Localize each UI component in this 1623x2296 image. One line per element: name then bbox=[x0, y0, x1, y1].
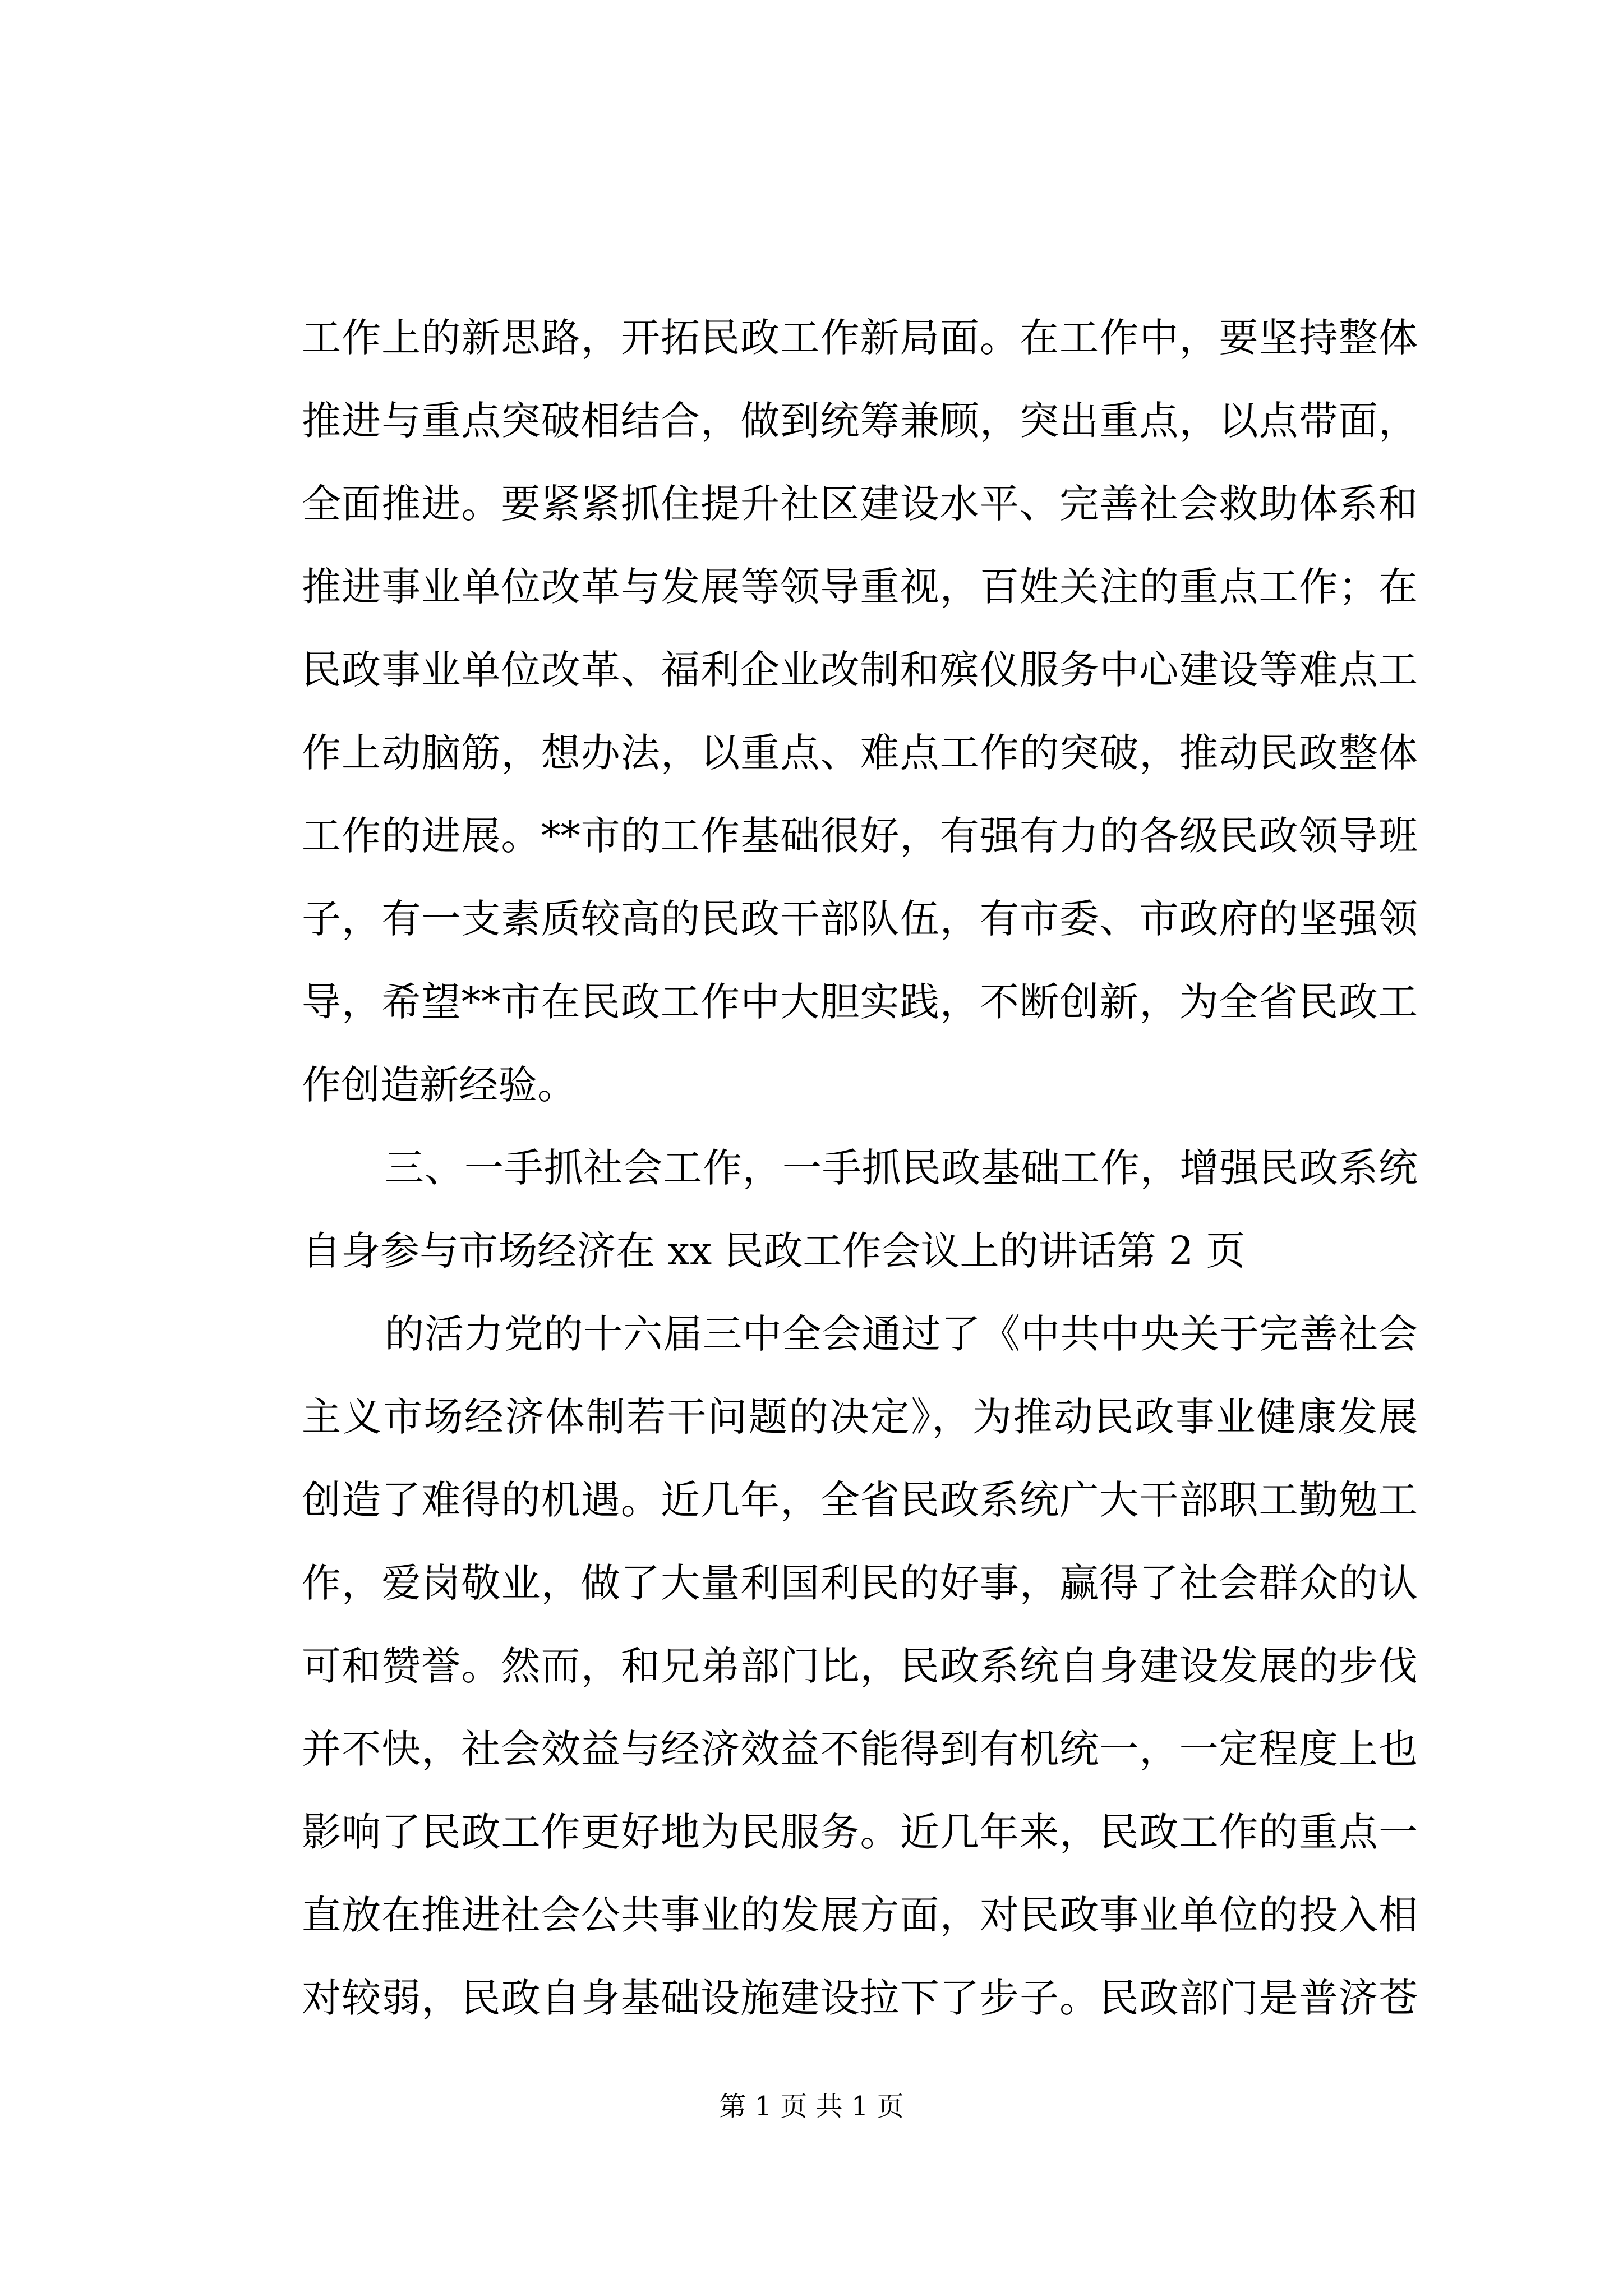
text-line: 作上动脑筋，想办法，以重点、难点工作的突破，推动民政整体 bbox=[302, 730, 1418, 776]
text-line: 可和赞誉。然而，和兄弟部门比，民政系统自身建设发展的步伐 bbox=[302, 1643, 1418, 1689]
text-line: 作，爱岗敬业，做了大量利国利民的好事，赢得了社会群众的认 bbox=[302, 1560, 1418, 1606]
text-line: 直放在推进社会公共事业的发展方面，对民政事业单位的投入相 bbox=[302, 1892, 1418, 1938]
text-line: 创造了难得的机遇。近几年，全省民政系统广大干部职工勤勉工 bbox=[302, 1477, 1418, 1523]
text-line: 作创造新经验。 bbox=[302, 1062, 577, 1108]
section-heading-line: 三、一手抓社会工作，一手抓民政基础工作，增强民政系统 bbox=[385, 1145, 1418, 1191]
text-line: 并不快，社会效益与经济效益不能得到有机统一，一定程度上也 bbox=[302, 1726, 1418, 1772]
page-footer: 第 1 页 共 1 页 bbox=[719, 2091, 904, 2122]
text-line: 推进与重点突破相结合，做到统筹兼顾，突出重点，以点带面， bbox=[302, 398, 1418, 444]
text-line: 影响了民政工作更好地为民服务。近几年来，民政工作的重点一 bbox=[302, 1809, 1418, 1855]
text-line: 全面推进。要紧紧抓住提升社区建设水平、完善社会救助体系和 bbox=[302, 481, 1418, 527]
text-line: 子，有一支素质较高的民政干部队伍，有市委、市政府的坚强领 bbox=[302, 896, 1418, 942]
section-heading-line: 自身参与市场经济在 xx 民政工作会议上的讲话第 2 页 bbox=[302, 1228, 1246, 1274]
document-body bbox=[302, 296, 1418, 2040]
text-line: 工作的进展。**市的工作基础很好，有强有力的各级民政领导班 bbox=[302, 813, 1418, 859]
text-line: 主义市场经济体制若干问题的决定》，为推动民政事业健康发展 bbox=[302, 1394, 1418, 1440]
text-line: 工作上的新思路，开拓民政工作新局面。在工作中，要坚持整体 bbox=[302, 315, 1418, 361]
text-line: 导，希望**市在民政工作中大胆实践，不断创新，为全省民政工 bbox=[302, 979, 1418, 1025]
text-line: 推进事业单位改革与发展等领导重视，百姓关注的重点工作；在 bbox=[302, 564, 1418, 610]
text-line: 的活力党的十六届三中全会通过了《中共中央关于完善社会 bbox=[385, 1311, 1418, 1357]
text-line: 民政事业单位改革、福利企业改制和殡仪服务中心建设等难点工 bbox=[302, 647, 1418, 693]
text-line: 对较弱，民政自身基础设施建设拉下了步子。民政部门是普济苍 bbox=[302, 1975, 1418, 2021]
